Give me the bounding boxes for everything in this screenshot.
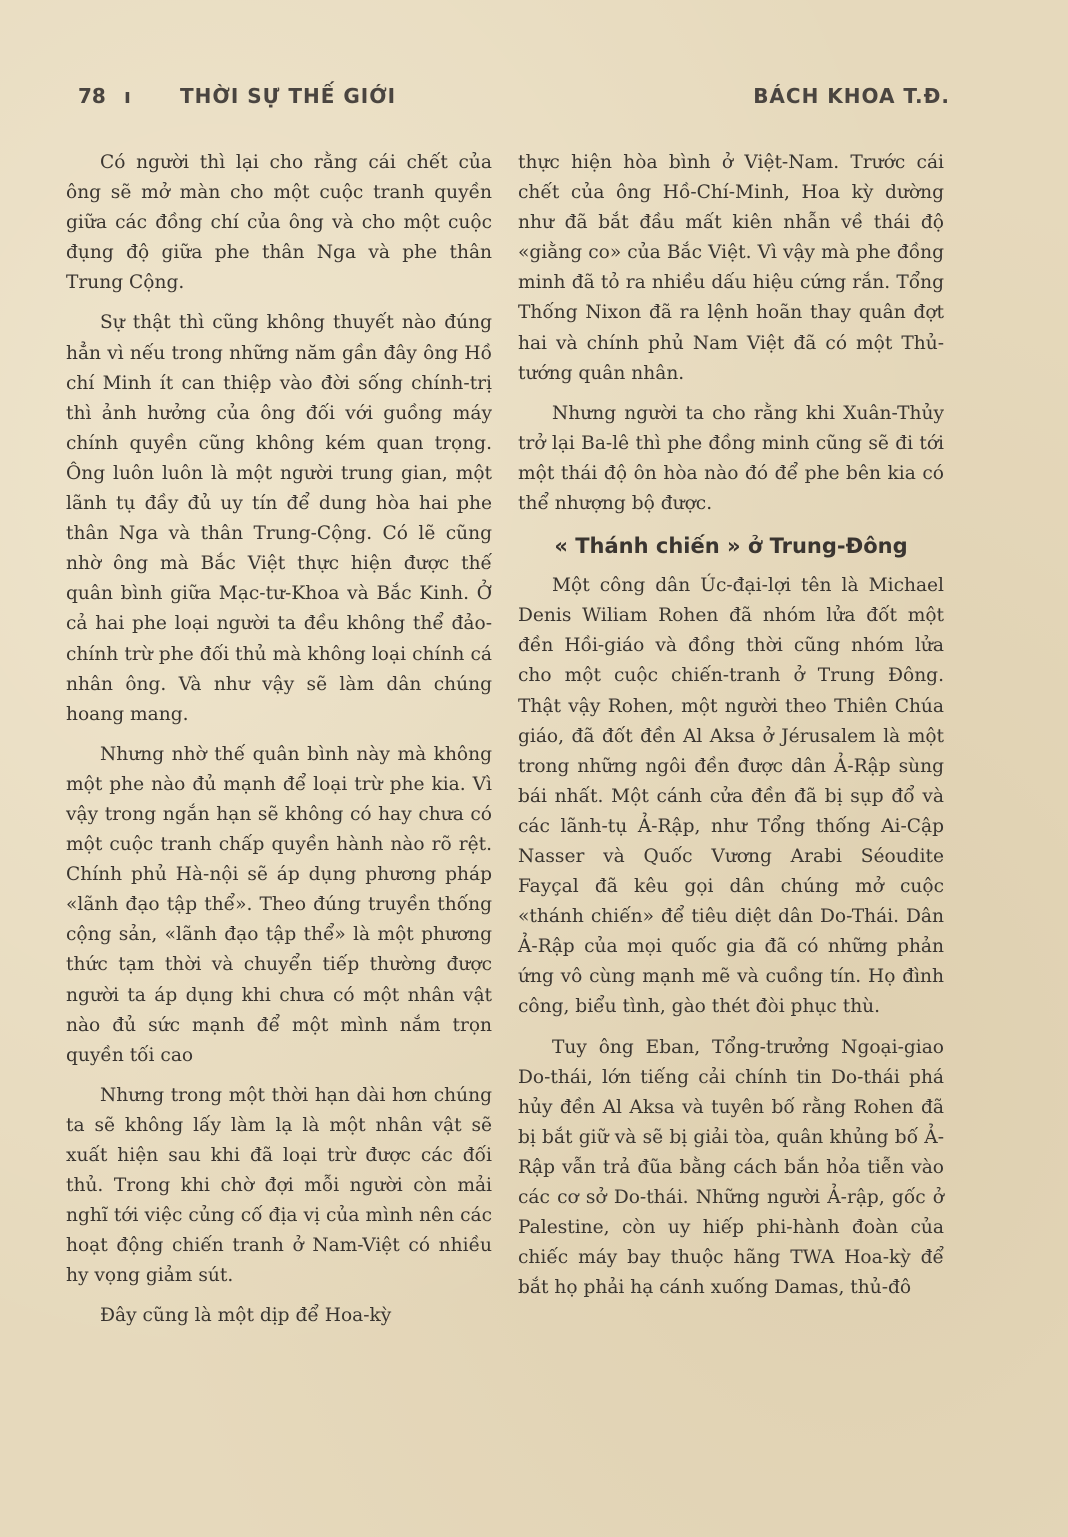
paragraph: Nhưng người ta cho rằng khi Xuân-Thủy trở lại Ba-lê thì phe đồng minh cũng sẽ đi tới một thái độ ôn hòa nào đó để phe bên kia có thể nhượng bộ được. bbox=[518, 402, 944, 515]
section-subheading: « Thánh chiến » ở Trung-Đông bbox=[554, 534, 908, 559]
paragraph: Nhưng trong một thời hạn dài hơn chúng ta sẽ không lấy làm lạ là một nhân vật sẽ xuất hiện sau khi đã loại trừ được các đối thủ. Trong khi chờ đợi mỗi người còn mải nghĩ tới việc củng cố địa vị của mình nên các hoạt động chiến tranh ở Nam-Việt có nhiều hy vọng giảm sút. bbox=[66, 1084, 492, 1287]
header-separator: ı bbox=[124, 84, 131, 108]
paragraph: Đây cũng là một dịp để Hoa-kỳ bbox=[100, 1305, 392, 1327]
page-number: 78 bbox=[78, 84, 106, 108]
section-title: THỜI SỰ THẾ GIỚI bbox=[180, 84, 397, 108]
magazine-title: BÁCH KHOA T.Đ. bbox=[753, 84, 950, 108]
paragraph: Tuy ông Eban, Tổng-trưởng Ngoại-giao Do-thái, lớn tiếng cải chính tin Do-thái phá hủy đền Al Aksa và tuyên bố rằng Rohen đã bị bắt giữ và sẽ bị giải tòa, quân khủng bố Ả-Rập vẫn trả đũa bằng cách bắn hỏa tiễn vào các cơ sở Do-thái. Những người Ả-rập, gốc ở Palestine, còn uy hiếp phi-hành đoàn của chiếc máy bay thuộc hãng TWA Hoa-kỳ để bắt họ phải hạ cánh xuống Damas, thủ-đô bbox=[518, 1036, 944, 1299]
left-column bbox=[66, 148, 492, 1342]
paragraph: Có người thì lại cho rằng cái chết của ông sẽ mở màn cho một cuộc tranh quyền giữa các đồng chí của ông và cho một cuộc đụng độ giữa phe thân Nga và phe thân Trung Cộng. bbox=[66, 152, 492, 294]
right-column bbox=[518, 148, 944, 1313]
paragraph: thực hiện hòa bình ở Việt-Nam. Trước cái chết của ông Hồ-Chí-Minh, Hoa kỳ dường như đã bắt đầu mất kiên nhẫn về thái độ «giằng co» của Bắc Việt. Vì vậy mà phe đồng minh đã tỏ ra nhiều dấu hiệu cứng rắn. Tổng Thống Nixon đã ra lệnh hoãn thay quân đợt hai và chính phủ Nam Việt đã có một Thủ-tướng quân nhân. bbox=[518, 152, 944, 384]
paragraph: Một công dân Úc-đại-lợi tên là Michael Denis Wiliam Rohen đã nhóm lửa đốt một đền Hồi-giáo và đồng thời cũng nhóm lửa cho một cuộc chiến-tranh ở Trung Đông. Thật vậy Rohen, một người theo Thiên Chúa giáo, đã đốt đền Al Aksa ở Jérusalem là một trong những ngôi đền được dân Ả-Rập sùng bái nhất. Một cánh cửa đền đã bị sụp đổ và các lãnh-tụ Ả-Rập, như Tổng thống Ai-Cập Nasser và Quốc Vương Arabi Séoudite Fayçal đã kêu gọi dân chúng mở cuộc «thánh chiến» để tiêu diệt dân Do-Thái. Dân Ả-Rập của mọi quốc gia đã có những phản ứng vô cùng mạnh mẽ và cuồng tín. Họ đình công, biểu tình, gào thét đòi phục thù. bbox=[518, 575, 944, 1018]
page-header bbox=[78, 84, 950, 118]
paragraph: Nhưng nhờ thế quân bình này mà không một phe nào đủ mạnh để loại trừ phe kia. Vì vậy trong ngắn hạn sẽ không có hay chưa có một cuộc tranh chấp quyền hành nào rõ rệt. Chính phủ Hà-nội sẽ áp dụng phương pháp «lãnh đạo tập thể». Theo đúng truyền thống cộng sản, «lãnh đạo tập thể» là một phương thức tạm thời và chuyển tiếp thường được người ta áp dụng khi chưa có một nhân vật nào đủ sức mạnh để một mình nắm trọn quyền tối cao bbox=[66, 743, 492, 1066]
paragraph: Sự thật thì cũng không thuyết nào đúng hẳn vì nếu trong những năm gần đây ông Hồ chí Minh ít can thiệp vào đời sống chính-trị thì ảnh hưởng của ông đối với guồng máy chính quyền cũng không kém quan trọng. Ông luôn luôn là một người trung gian, một lãnh tụ đầy đủ uy tín để dung hòa hai phe thân Nga và thân Trung-Cộng. Có lẽ cũng nhờ ông mà Bắc Việt thực hiện được thế quân bình giữa Mạc-tư-Khoa và Bắc Kinh. Ở cả hai phe loại người ta đều không thể đảo-chính trừ phe đối thủ mà không loại chính cá nhân ông. Và như vậy sẽ làm dân chúng hoang mang. bbox=[66, 312, 492, 725]
